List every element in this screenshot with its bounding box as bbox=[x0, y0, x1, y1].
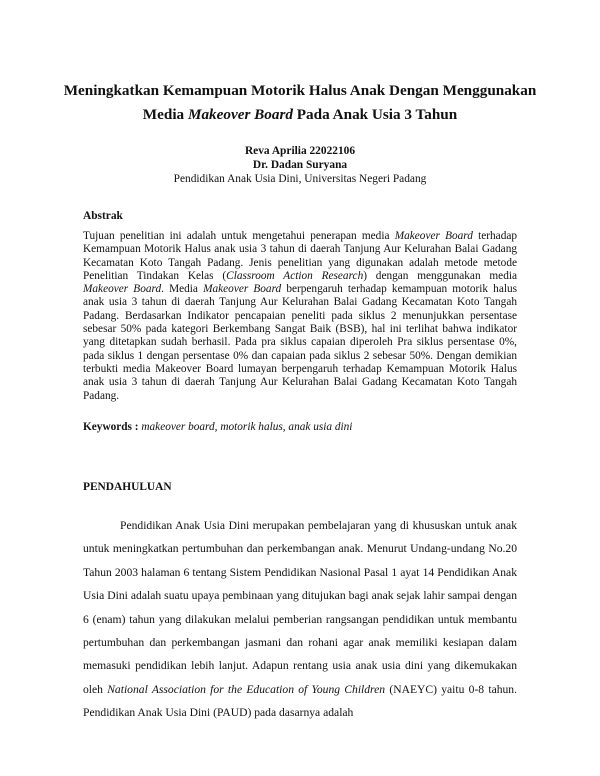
title-text-post: Pada Anak Usia 3 Tahun bbox=[292, 106, 458, 123]
abstract-emphasis: Makeover Board bbox=[394, 230, 473, 242]
intro-text-part: Pendidikan Anak Usia Dini merupakan pembelajaran yang di khususkan untuk anak untuk meningkatkan pertumbuhan dan perkembangan anak. Menurut Undang-undang No.20 Tahun 2003 halaman 6 tentang Sistem Pendidikan Nasional Pasal 1 ayat 14 Pendidikan Anak Usia Dini adalah suatu upaya pembinaan yang ditujukan bagi anak sejak lahir sampai dengan 6 (enam) tahun yang dilakukan melalui pemberian rangsangan pendidikan untuk membantu pertumbuhan dan perkembangan jasmani dan rohani agar anak memiliki kesiapan dalam memasuki pendidikan lebih lanjut. Adapun rentang usia anak usia dini yang dikemukakan oleh bbox=[83, 519, 517, 696]
keywords-label: Keywords : bbox=[83, 421, 142, 433]
author-1: Reva Aprilia 22022106 bbox=[244, 145, 356, 157]
author-2: Dr. Dadan Suryana bbox=[252, 159, 348, 171]
title-text-pre: Media bbox=[142, 106, 188, 123]
affiliation: Pendidikan Anak Usia Dini, Universitas Negeri Padang bbox=[173, 173, 427, 185]
intro-paragraph bbox=[83, 514, 517, 725]
abstract-text-part: ) dengan menggunakan media bbox=[363, 269, 517, 282]
paper-title-line-1: Meningkatkan Kemampuan Motorik Halus Anak Dengan Menggunakan bbox=[63, 82, 537, 99]
abstract-heading: Abstrak bbox=[83, 210, 123, 222]
abstract-emphasis: Classroom Action Research bbox=[226, 269, 364, 282]
abstract-text bbox=[83, 230, 517, 403]
abstract-emphasis: Makeover Board bbox=[83, 283, 162, 296]
intro-heading: PENDAHULUAN bbox=[83, 481, 172, 493]
keywords-value: makeover board, motorik halus, anak usia dini bbox=[141, 421, 353, 433]
abstract-text-part: terhadap Kemampuan Motorik Halus anak usia 3 tahun di daerah Tanjung Aur Kelurahan Balai Gadang Kecamatan Koto Tangah Padang. Jenis penelitian yang digunakan adalah metode metode Penelitian Tindakan Kelas ( bbox=[83, 230, 518, 282]
abstract-text-part: berpengaruh terhadap kemampuan motorik halus anak usia 3 tahun di daerah Tanjung Aur Kelurahan Balai Gadang Kecamatan Koto Tangah Padang. Berdasarkan Indikator pencapaian peneliti pada siklus 2 menunjukkan persentase sebesar 50% pada kategori Berkembang Sangat Baik (BSB), hal ini terlihat bahwa indikator yang ditetapkan sudah berhasil. Pada pra siklus capaian diperoleh Pra siklus persentase 0%, pada siklus 1 dengan persentase 0% dan capaian pada siklus 2 sebesar 50%. Dengan demikian terbukti media Makeover Board lumayan berpengaruh terhadap Kemampuan Motorik Halus anak usia 3 tahun di daerah Tanjung Aur Kelurahan Balai Gadang Kecamatan Koto Tangah Padang. bbox=[83, 283, 518, 402]
abstract-text-part: Tujuan penelitian ini adalah untuk mengetahui penerapan media bbox=[83, 230, 395, 242]
abstract-emphasis: Makeover Board bbox=[203, 283, 282, 296]
author-block bbox=[100, 144, 500, 186]
title-emphasis: Makeover Board bbox=[187, 106, 293, 123]
keywords-line bbox=[83, 421, 352, 433]
intro-text-part: (NAEYC) yaitu 0-8 tahun. Pendidikan Anak Usia Dini (PAUD) pada dasarnya adalah bbox=[83, 682, 517, 720]
abstract-text-part: . Media bbox=[161, 283, 204, 296]
intro-emphasis: National Association for the Education of Young Children bbox=[107, 682, 386, 696]
paper-title-line-2 bbox=[60, 106, 540, 124]
